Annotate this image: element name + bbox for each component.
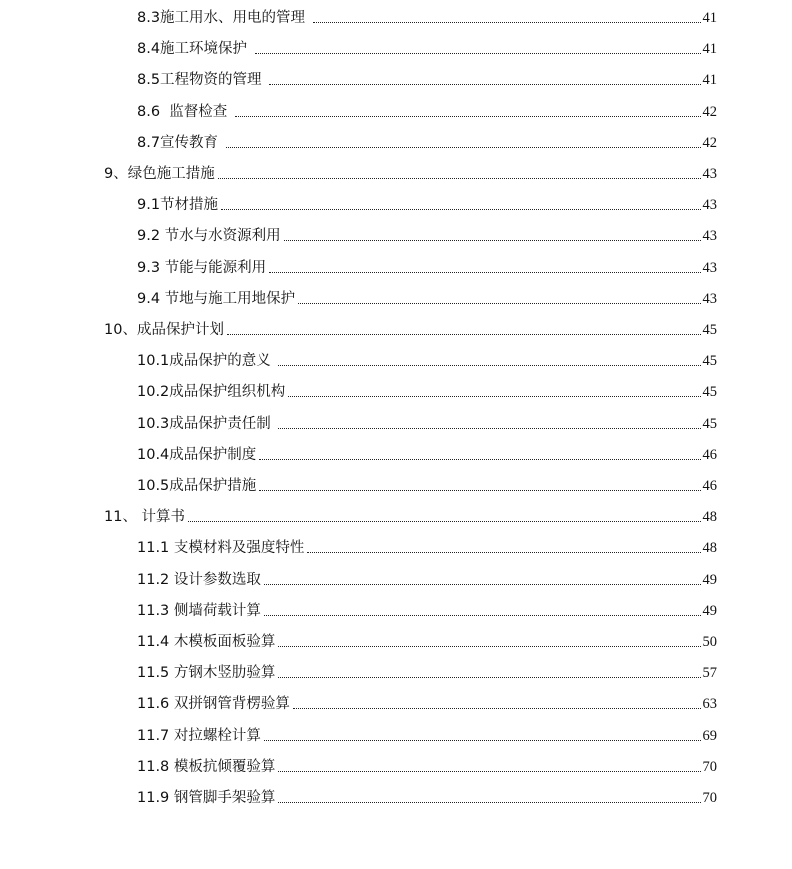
toc-entry-title: 8.4施工环境保护 xyxy=(137,41,252,58)
toc-dot-leader xyxy=(259,490,700,491)
toc-page-number: 70 xyxy=(702,790,717,806)
toc-entry[interactable] xyxy=(137,442,717,464)
toc-page-number: 49 xyxy=(702,602,717,619)
toc-entry[interactable] xyxy=(137,723,717,745)
toc-dot-leader xyxy=(264,615,701,616)
toc-entry-title: 9、绿色施工措施 xyxy=(104,166,215,182)
toc-page-number: 48 xyxy=(702,540,717,557)
toc-entry-title: 11.6 双拼钢管背楞验算 xyxy=(137,696,290,713)
toc-page-number: 70 xyxy=(702,758,717,775)
toc-entry-title: 11.5 方钢木竖肋验算 xyxy=(137,665,276,682)
toc-entry[interactable] xyxy=(137,348,717,370)
toc-entry-title: 11.4 木模板面板验算 xyxy=(137,634,276,650)
toc-dot-leader xyxy=(278,677,700,678)
toc-entry-title: 8.5工程物资的管理 xyxy=(137,72,267,89)
toc-entry-title: 10、成品保护计划 xyxy=(104,322,224,338)
toc-page-number: 45 xyxy=(702,415,717,432)
toc-dot-leader xyxy=(264,584,701,585)
toc-dot-leader xyxy=(293,708,701,709)
toc-dot-leader xyxy=(284,240,701,241)
toc-entry-title: 11.3 侧墙荷载计算 xyxy=(137,602,261,619)
toc-dot-leader xyxy=(313,22,701,23)
toc-entry[interactable] xyxy=(137,379,717,401)
toc-entry-title: 8.6 监督检查 xyxy=(137,103,232,120)
toc-dot-leader xyxy=(264,740,701,741)
toc-page-number: 50 xyxy=(702,634,717,650)
toc-dot-leader xyxy=(269,272,700,273)
toc-entry[interactable] xyxy=(137,567,717,589)
toc-entry[interactable] xyxy=(137,130,717,152)
toc-entry-title: 10.2成品保护组织机构 xyxy=(137,384,286,401)
toc-entry-title: 11.7 对拉螺栓计算 xyxy=(137,727,261,744)
toc-entry-title: 9.3 节能与能源利用 xyxy=(137,259,267,276)
toc-entry[interactable] xyxy=(137,660,717,682)
toc-entry-title: 11.2 设计参数选取 xyxy=(137,571,261,588)
toc-dot-leader xyxy=(278,802,700,803)
toc-entry-title: 11、 计算书 xyxy=(104,509,186,526)
toc-entry-title: 10.5成品保护措施 xyxy=(137,478,257,494)
toc-entry-title: 10.1成品保护的意义 xyxy=(137,353,276,370)
toc-entry-title: 10.4成品保护制度 xyxy=(137,446,257,463)
toc-page-number: 42 xyxy=(702,103,717,120)
toc-dot-leader xyxy=(255,53,701,54)
toc-page-number: 41 xyxy=(702,10,717,26)
toc-entry[interactable] xyxy=(137,99,717,121)
toc-entry[interactable] xyxy=(137,255,717,277)
toc-entry[interactable] xyxy=(104,317,717,339)
toc-dot-leader xyxy=(307,552,700,553)
toc-entry-title: 11.1 支模材料及强度特性 xyxy=(137,540,305,557)
toc-entry[interactable] xyxy=(137,5,717,27)
toc-entry[interactable] xyxy=(137,535,717,557)
toc-entry[interactable] xyxy=(137,785,717,807)
toc-page-number: 49 xyxy=(702,571,717,588)
toc-page-number: 57 xyxy=(702,665,717,682)
toc-dot-leader xyxy=(278,646,700,647)
toc-page-number: 43 xyxy=(702,290,717,307)
toc-entry-title: 9.4 节地与施工用地保护 xyxy=(137,290,296,307)
toc-entry[interactable] xyxy=(137,629,717,651)
toc-page-number: 63 xyxy=(702,696,717,713)
toc-entry[interactable] xyxy=(137,67,717,89)
toc-entry[interactable] xyxy=(137,411,717,433)
toc-dot-leader xyxy=(278,428,700,429)
toc-entry-title: 8.3施工用水、用电的管理 xyxy=(137,10,310,26)
toc-entry[interactable] xyxy=(137,192,717,214)
toc-dot-leader xyxy=(269,84,700,85)
toc-page-number: 42 xyxy=(702,134,717,151)
toc-entry[interactable] xyxy=(137,223,717,245)
toc-page-number: 46 xyxy=(702,446,717,463)
toc-entry[interactable] xyxy=(137,36,717,58)
toc-page-number: 41 xyxy=(702,72,717,89)
toc-page-number: 43 xyxy=(702,259,717,276)
toc-entry[interactable] xyxy=(104,504,717,526)
toc-page-number: 69 xyxy=(702,727,717,744)
toc-entry-title: 11.8 模板抗倾覆验算 xyxy=(137,758,276,775)
toc-dot-leader xyxy=(188,521,700,522)
toc-page-number: 48 xyxy=(702,509,717,526)
toc-entry[interactable] xyxy=(137,691,717,713)
toc-entry-title: 9.1节材措施 xyxy=(137,197,219,214)
toc-page-number: 46 xyxy=(702,478,717,494)
toc-dot-leader xyxy=(235,116,701,117)
toc-page-number: 45 xyxy=(702,384,717,401)
toc-dot-leader xyxy=(218,178,701,179)
toc-dot-leader xyxy=(278,771,700,772)
toc-entry[interactable] xyxy=(137,754,717,776)
toc-entry[interactable] xyxy=(137,598,717,620)
toc-page-number: 41 xyxy=(702,41,717,58)
toc-dot-leader xyxy=(227,334,701,335)
toc-entry-title: 8.7宣传教育 xyxy=(137,134,223,151)
toc-entry[interactable] xyxy=(137,473,717,495)
toc-entry-title: 9.2 节水与水资源利用 xyxy=(137,228,281,245)
toc-entry[interactable] xyxy=(104,161,717,183)
toc-dot-leader xyxy=(278,365,700,366)
toc-page-number: 43 xyxy=(702,197,717,214)
toc-page-number: 43 xyxy=(702,228,717,245)
toc-dot-leader xyxy=(221,209,700,210)
toc-dot-leader xyxy=(288,396,700,397)
toc-entry-title: 11.9 钢管脚手架验算 xyxy=(137,790,276,806)
toc-page-number: 43 xyxy=(702,166,717,182)
toc-entry[interactable] xyxy=(137,286,717,308)
toc-entry-title: 10.3成品保护责任制 xyxy=(137,415,276,432)
toc-dot-leader xyxy=(298,303,700,304)
toc-page-number: 45 xyxy=(702,322,717,338)
toc-page-number: 45 xyxy=(702,353,717,370)
toc-dot-leader xyxy=(259,459,700,460)
toc-dot-leader xyxy=(226,147,701,148)
